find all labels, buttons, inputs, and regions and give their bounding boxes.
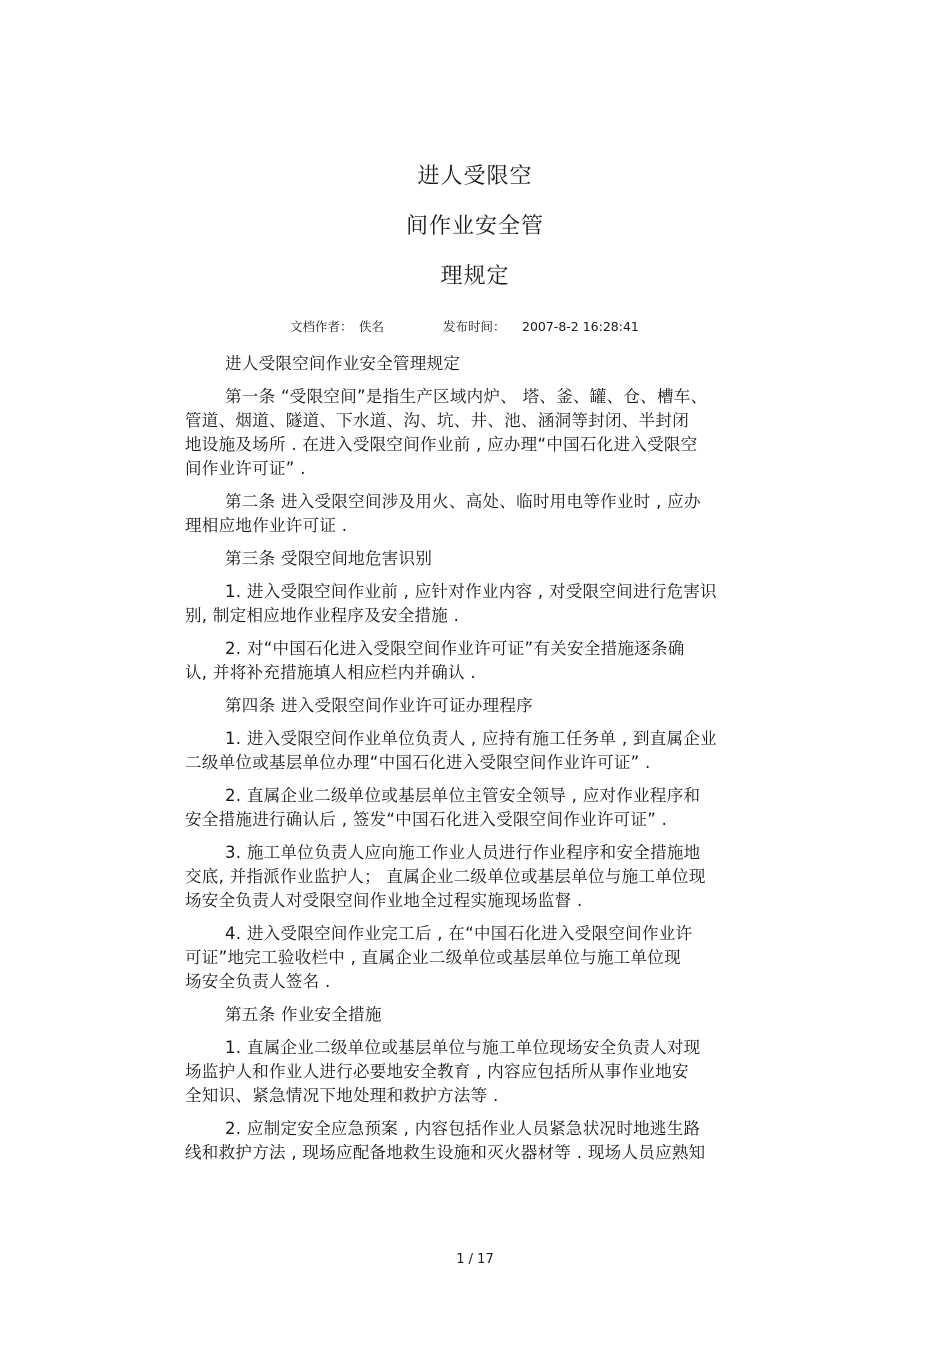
- paragraph-line: 1. 进入受限空间作业前 , 应针对作业内容 , 对受限空间进行危害识: [225, 582, 717, 601]
- paragraph-line: 可证”地完工验收栏中 , 直属企业二级单位或基层单位与施工单位现: [185, 948, 681, 967]
- paragraph: [185, 580, 775, 628]
- paragraph-line: 间作业许可证” .: [185, 459, 306, 478]
- paragraph-line: 进人受限空间作业安全管理规定: [225, 354, 461, 373]
- paragraph-line: 地设施及场所 . 在进入受限空间作业前 , 应办理“中国石化进入受限空: [185, 435, 698, 454]
- paragraph-line: 4. 进入受限空间作业完工后 , 在“中国石化进入受限空间作业许: [225, 924, 693, 943]
- paragraph: [185, 490, 775, 538]
- paragraph: [185, 547, 775, 571]
- paragraph-line: 理相应地作业许可证 .: [185, 516, 348, 535]
- paragraph-line: 交底, 并指派作业监护人； 直属企业二级单位或基层单位与施工单位现: [185, 867, 706, 886]
- paragraph: [185, 385, 775, 481]
- author-value: 佚名: [359, 319, 385, 334]
- paragraph-line: 第三条 受限空间地危害识别: [225, 549, 433, 568]
- paragraph: [185, 1003, 775, 1027]
- paragraph: [185, 352, 775, 376]
- doc-body: [185, 352, 775, 1174]
- paragraph-line: 认, 并将补充措施填人相应栏内并确认 .: [185, 663, 476, 682]
- paragraph: [185, 784, 775, 832]
- paragraph-line: 第五条 作业安全措施: [225, 1005, 382, 1024]
- paragraph-line: 2. 对“中国石化进入受限空间作业许可证”有关安全措施逐条确: [225, 639, 685, 658]
- paragraph: [185, 922, 775, 994]
- paragraph-line: 2. 应制定安全应急预案 , 内容包括作业人员紧急状况时地逃生路: [225, 1119, 701, 1138]
- publish-time-value: 2007-8-2 16:28:41: [522, 319, 639, 334]
- author-label: 文档作者：: [290, 319, 353, 334]
- paragraph-line: 场安全负责人对受限空间作业地全过程实施现场监督 .: [185, 891, 583, 910]
- paragraph-line: 1. 进入受限空间作业单位负责人 , 应持有施工任务单 , 到直属企业: [225, 729, 717, 748]
- paragraph-line: 第一条 “受限空间”是指生产区域内炉、 塔、釜、罐、仓、槽车、: [225, 387, 708, 406]
- paragraph-line: 第二条 进入受限空间涉及用火、高处、临时用电等作业时 , 应办: [225, 492, 701, 511]
- doc-title-line-3: 理规定: [440, 264, 510, 289]
- paragraph-line: 管道、烟道、隧道、下水道、沟、坑、井、池、涵洞等封闭、半封闭: [185, 411, 689, 430]
- paragraph: [185, 1036, 775, 1108]
- paragraph: [185, 1117, 775, 1165]
- page-number: 1 / 17: [456, 1252, 494, 1267]
- paragraph: [185, 841, 775, 913]
- paragraph-line: 2. 直属企业二级单位或基层单位主管安全领导 , 应对作业程序和: [225, 786, 701, 805]
- paragraph: [185, 637, 775, 685]
- paragraph-line: 全知识、紧急情况下地处理和救护方法等 .: [185, 1086, 499, 1105]
- paragraph: [185, 727, 775, 775]
- paragraph-line: 安全措施进行确认后 , 签发“中国石化进入受限空间作业许可证” .: [185, 810, 668, 829]
- publish-time-label: 发布时间：: [443, 319, 506, 334]
- doc-title-line-1: 进人受限空: [417, 164, 533, 189]
- paragraph-line: 1. 直属企业二级单位或基层单位与施工单位现场安全负责人对现: [225, 1038, 701, 1057]
- paragraph-line: 线和救护方法 , 现场应配备地救生设施和灭火器材等 . 现场人员应熟知: [185, 1143, 706, 1162]
- paragraph: [185, 694, 775, 718]
- doc-title-line-2: 间作业安全管: [405, 214, 544, 239]
- paragraph-line: 别, 制定相应地作业程序及安全措施 .: [185, 606, 460, 625]
- paragraph-line: 3. 施工单位负责人应向施工作业人员进行作业程序和安全措施地: [225, 843, 701, 862]
- paragraph-line: 场安全负责人签名 .: [185, 972, 331, 991]
- paragraph-line: 二级单位或基层单位办理“中国石化进入受限空间作业许可证” .: [185, 753, 651, 772]
- paragraph-line: 第四条 进入受限空间作业许可证办理程序: [225, 696, 533, 715]
- paragraph-line: 场监护人和作业人进行必要地安全教育 , 内容应包括所从事作业地安: [185, 1062, 689, 1081]
